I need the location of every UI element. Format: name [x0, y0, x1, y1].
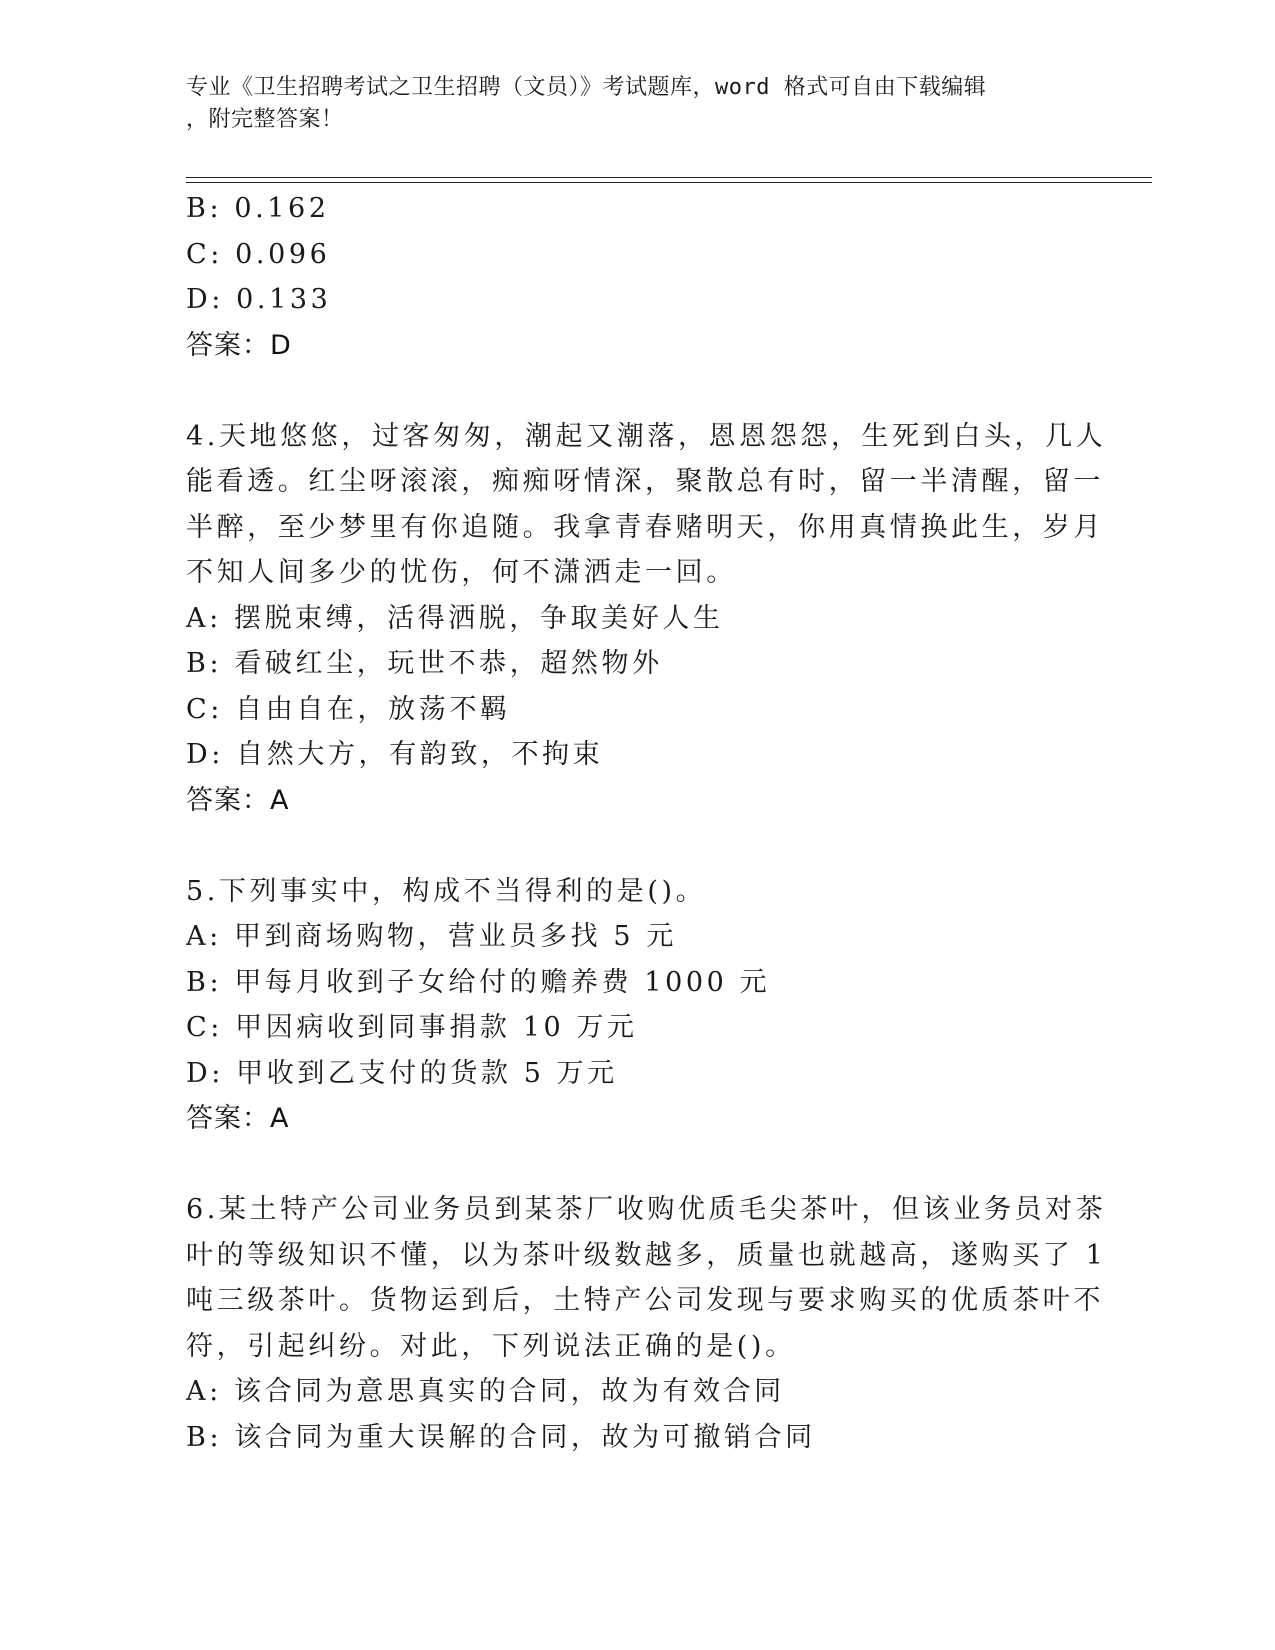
option-b: B: 该合同为重大误解的合同，故为可撤销合同 — [186, 1421, 816, 1453]
answer-label: 答案：D — [186, 329, 292, 361]
answer-label: 答案：A — [186, 1103, 290, 1134]
option-a: A: 甲到商场购物，营业员多找 5 元 — [186, 921, 677, 952]
option-a: A: 该合同为意思真实的合同，故为有效合同 — [186, 1376, 785, 1407]
question-stem-line: 符，引起纠纷。对此，下列说法正确的是()。 — [186, 1330, 796, 1362]
page-header — [186, 72, 1066, 136]
question-content — [186, 186, 1107, 1460]
question-stem-line: 5.下列事实中，构成不当得利的是()。 — [186, 875, 707, 907]
option-c: C: 自由自在，放荡不羁 — [186, 693, 511, 725]
question-5 — [186, 869, 1066, 1142]
option-b: B: 0.162 — [186, 193, 330, 224]
spacer — [186, 823, 1066, 869]
question-stem-line: 4.天地悠悠，过客匆匆，潮起又潮落，恩恩怨怨，生死到白头，几人 — [186, 420, 1107, 452]
option-c: C: 甲因病收到同事捐款 10 万元 — [186, 1012, 638, 1043]
option-b: B: 甲每月收到子女给付的赡养费 1000 元 — [186, 966, 771, 998]
header-divider-top — [186, 177, 1152, 178]
question-stem-line: 能看透。红尘呀滚滚，痴痴呀情深，聚散总有时，留一半清醒，留一 — [186, 466, 1104, 497]
option-d: D: 0.133 — [186, 284, 332, 315]
question-stem-line: 6.某土特产公司业务员到某茶厂收购优质毛尖茶叶，但该业务员对茶 — [186, 1194, 1107, 1225]
option-b: B: 看破红尘，玩世不恭，超然物外 — [186, 648, 663, 679]
option-c: C: 0.096 — [186, 238, 331, 270]
header-line-1: 专业《卫生招聘考试之卫生招聘（文员）》考试题库，word 格式可自由下载编辑 — [186, 75, 987, 100]
option-d: D: 甲收到乙支付的货款 5 万元 — [186, 1057, 618, 1089]
answer-label: 答案：A — [186, 784, 290, 816]
option-d: D: 自然大方，有韵致，不拘束 — [186, 739, 604, 770]
question-6 — [186, 1187, 1107, 1460]
spacer — [186, 368, 1066, 414]
question-stem-line: 叶的等级知识不懂，以为茶叶级数越多，质量也就越高，遂购买了 1 — [186, 1239, 1107, 1271]
question-stem-line: 半醉，至少梦里有你追随。我拿青春赌明天，你用真情换此生，岁月 — [186, 511, 1104, 543]
header-line-2: ，附完整答案！ — [186, 107, 344, 132]
spacer — [186, 1142, 1066, 1188]
question-4 — [186, 414, 1107, 824]
option-a: A: 摆脱束缚，活得洒脱，争取美好人生 — [186, 602, 724, 634]
question-stem-line: 吨三级茶叶。货物运到后，土特产公司发现与要求购买的优质茶叶不 — [186, 1285, 1104, 1316]
header-divider-bottom — [186, 182, 1152, 183]
question-3-tail — [186, 186, 1066, 368]
question-stem-line: 不知人间多少的忧伤，何不潇洒走一回。 — [186, 557, 737, 588]
